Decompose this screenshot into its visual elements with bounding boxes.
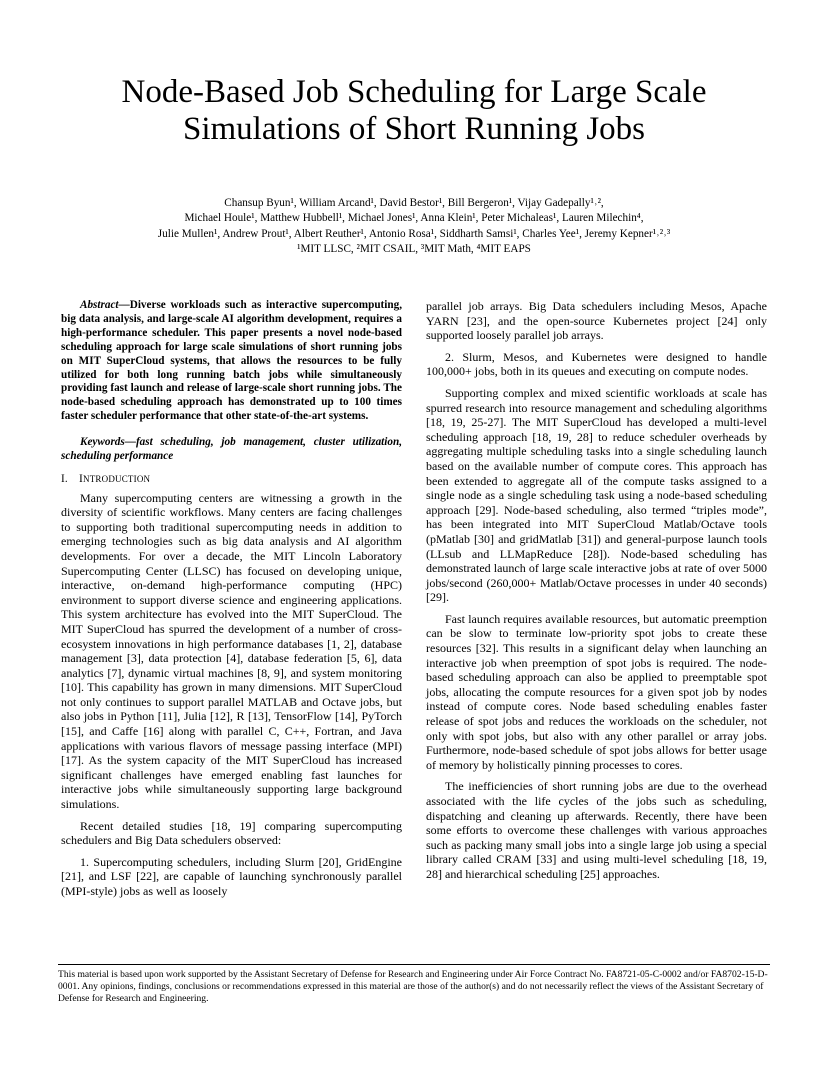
section-title-rest: NTRODUCTION <box>83 473 151 484</box>
author-block <box>40 196 788 257</box>
author-line-3: Julie Mullen¹, Andrew Prout¹, Albert Reuther¹, Antonio Rosa¹, Siddharth Samsi¹, Charles Yee¹, Jeremy Kepner¹˒²˒³ <box>157 227 671 240</box>
section-heading-introduction <box>61 472 402 487</box>
author-line-1: Chansup Byun¹, William Arcand¹, David Bestor¹, Bill Bergeron¹, Vijay Gadepally¹˒², <box>224 197 604 209</box>
left-paragraph-1: Many supercomputing centers are witnessing a growth in the diversity of scientific workflows. Many centers are facing challenges to supporting both traditional supercomputing needs in addition to emerging technologies such as big data analysis and AI algorithm developments. For over a decade, the MIT Lincoln Laboratory Supercomputing Center (LLSC) has focused on developing unique, interactive, on-demand high-performance computing (HPC) environment to support diverse science and engineering applications. This system architecture has evolved into the MIT SuperCloud. The MIT SuperCloud has spurred the development of a number of cross-ecosystem innovations in high performance databases [1, 2], database management [3], data protection [4], database federation [5, 6], data analytics [7], dynamic virtual machines [8, 9], and system monitoring [10]. This capability has grown in many dimensions. MIT SuperCloud not only continues to support parallel MATLAB and Octave jobs, but also jobs in Python [11], Julia [12], R [13], TensorFlow [14], PyTorch [15], and Caffe [16] along with parallel C, C++, Fortran, and Java applications with various flavors of message passing interface (MPI) [17]. As the system capacity of the MIT SuperCloud has increased significant challenges have emerged enabling fast launches for interactive jobs while simultaneously supporting large background simulations. <box>61 490 402 812</box>
section-title-initial: I <box>79 472 84 485</box>
right-column <box>426 299 767 882</box>
abstract-text: Diverse workloads such as interactive supercomputing, big data analysis, and large-scale AI algorithm development, requires a high-performance scheduler. This paper presents a novel node-based scheduling approach for large scale simulations of short running jobs on MIT SuperCloud systems, that allows the resources to be fully utilized for both long running batch jobs while simultaneously providing fast launch and release of large-scale short running jobs. The node-based scheduling approach has demonstrated up to 100 times faster scheduler performance that other state-of-the-art systems. <box>61 299 402 423</box>
title-line-1: Node-Based Job Scheduling for Large Scale <box>121 74 707 110</box>
abstract <box>61 299 402 424</box>
right-paragraph-4: Fast launch requires available resources, but automatic preemption can be slow to terminate low-priority spot jobs to create these resources [32]. This results in a significant delay when launching an interactive job when preemption of spot jobs is required. The node-based scheduling approach can also be applied to preemptable spot jobs, allocating the compute resources for a given spot job by nodes instead of compute cores. Node based scheduling enables faster release of spot jobs and reduces the workloads on the scheduler, not only with spot jobs, but also with any other parallel or array jobs. Furthermore, node-based schedule of spot jobs allows for better usage of memory by holistically pinning processes to cores. <box>426 611 767 772</box>
left-paragraph-3: 1. Supercomputing schedulers, including Slurm [20], GridEngine [21], and LSF [22], are capable of launching synchronously parallel (MPI-style) jobs as well as loosely <box>61 854 402 898</box>
right-paragraph-5: The inefficiencies of short running jobs are due to the overhead associated with the life cycles of the jobs such as scheduling, dispatching and cleaning up afterwards. Recently, there have been some efforts to overcome these challenges with various approaches such as packing many small jobs into a single large job using a special library called CRAM [33] and using multi-level scheduling [18, 19, 28] and hierarchical scheduling [25] approaches. <box>426 779 767 881</box>
keywords-label: Keywords <box>80 436 125 449</box>
left-column <box>61 299 402 899</box>
right-paragraph-3: Supporting complex and mixed scientific workloads at scale has spurred research into resource management and scheduling algorithms [18, 19, 25-27]. The MIT SuperCloud has developed a multi-level scheduling approach [18, 19, 28] to reduce scheduler overheads by aggregating multiple scheduling tasks into a single scheduling launch based on the available number of compute cores. This approach has been extended to aggregate all of the compute tasks assigned to a single node as a single scheduling task using a node-based scheduling approach [29]. Node-based scheduling, also termed “triples mode”, has been integrated into MIT SuperCloud Matlab/Octave tools (pMatlab [30] and gridMatlab [31]) and general-purpose launch tools (LLsub and LLMapReduce [28]). Node-based scheduling has demonstrated launch of large scale interactive jobs at rate of over 5000 jobs/second (260,000+ Matlab/Octave processes in under 40 seconds) [29]. <box>426 385 767 605</box>
abstract-label: Abstract <box>80 299 119 311</box>
left-paragraph-2: Recent detailed studies [18, 19] comparing supercomputing schedulers and Big Data schedulers observed: <box>61 818 402 848</box>
abstract-dash: — <box>118 299 130 311</box>
section-number: I. <box>61 472 68 485</box>
keywords-text: fast scheduling, job management, cluster utilization, scheduling performance <box>61 436 402 463</box>
keywords <box>61 436 402 464</box>
right-paragraph-1: parallel job arrays. Big Data schedulers including Mesos, Apache YARN [23], and the open-source Kubernetes project [24] only supported loosely parallel job arrays. <box>426 299 767 343</box>
paper-title <box>60 74 768 148</box>
affiliations: ¹MIT LLSC, ²MIT CSAIL, ³MIT Math, ⁴MIT EAPS <box>297 242 531 255</box>
funding-footnote: This material is based upon work supported by the Assistant Secretary of Defense for Research and Engineering under Air Force Contract No. FA8721-05-C-0002 and/or FA8702-15-D-0001. Any opinions, findings, conclusions or recommendations expressed in this material are those of the author(s) and do not necessarily reflect the views of the Assistant Secretary of Defense for Research and Engineering. <box>58 964 770 1005</box>
right-paragraph-2: 2. Slurm, Mesos, and Kubernetes were designed to handle 100,000+ jobs, both in its queues and executing on compute nodes. <box>426 349 767 379</box>
author-line-2: Michael Houle¹, Matthew Hubbell¹, Michael Jones¹, Anna Klein¹, Peter Michaleas¹, Lauren Milechin⁴, <box>184 212 644 225</box>
title-line-2: Simulations of Short Running Jobs <box>182 111 646 147</box>
keywords-dash: — <box>124 436 136 449</box>
